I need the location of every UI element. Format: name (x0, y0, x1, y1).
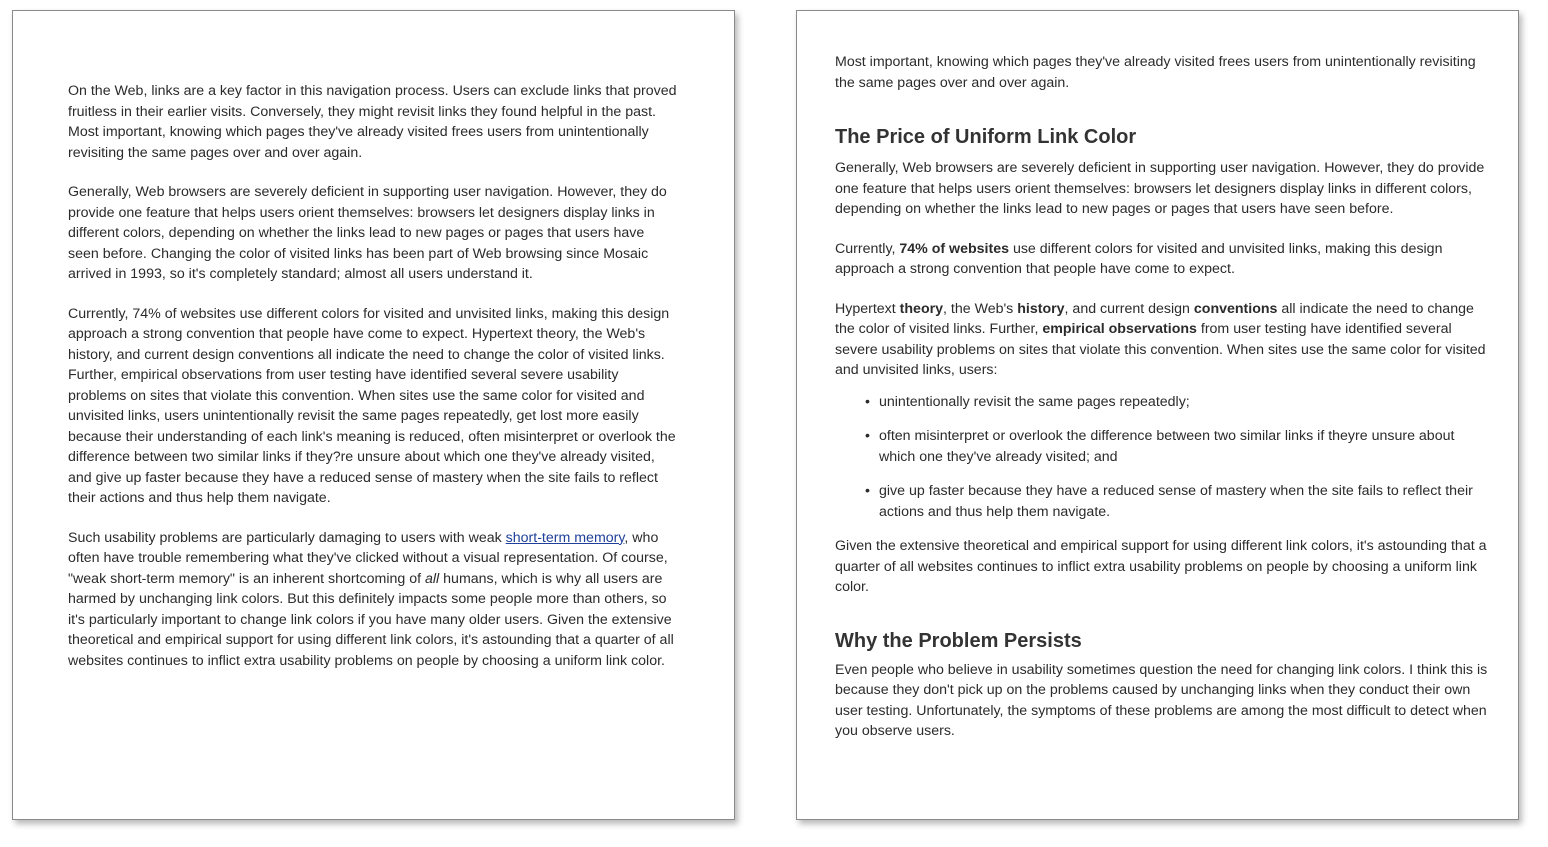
paragraph: Generally, Web browsers are severely deficient in supporting user navigation. However, they do provide one feature that helps users orient themselves: browsers let designers display links in different colors, depending on whether the links lead to new pages or pages that users have seen before. Changing the color of visited links has been part of Web browsing since Mosaic arrived in 1993, so it's completely standard; almost all users understand it. (68, 184, 667, 282)
paragraph-with-link (68, 528, 678, 672)
bullet-list (835, 392, 1491, 523)
text-run: , who often have trouble remembering what they've clicked without a visual representation. Of course, "weak short-term memory" is an inherent shortcoming of (68, 529, 668, 587)
page-after (796, 10, 1519, 820)
bold-keyword: empirical observations (1042, 321, 1197, 337)
bold-keyword: 74% of websites (899, 240, 1009, 257)
paragraph: Currently, 74% of websites use different colors for visited and unvisited links, making this design approach a strong convention that people have come to expect. Hypertext theory, the Web's history, and current design conventions all indicate the need to change the color of visited links. Further, empirical observations from user testing have identified several severe usability problems on sites that violate this convention. When sites use the same color for visited and unvisited links, users unintentionally revisit the same pages repeatedly, get lost more easily because their understanding of each link's meaning is reduced, often misinterpret or overlook the difference between two similar links if they?re unsure about which one they've already visited, and give up faster because they have a reduced sense of mastery when the site fails to reflect their actions and thus help them navigate. (68, 305, 676, 506)
paragraph: Even people who believe in usability sometimes question the need for changing link colors. I think this is because they don't pick up on the problems caused by unchanging links when they conduct their own user testing. Unfortunately, the symptoms of these problems are among the most difficult to detect when you observe users. (835, 661, 1488, 739)
paragraph: On the Web, links are a key factor in this navigation process. Users can exclude links that proved fruitless in their earlier visits. Conversely, they might revisit links they found helpful in the past. Most important, knowing which pages they've already visited frees users from unintentionally revisiting the same pages over and over again. (68, 83, 677, 161)
list-item-text: give up faster because they have a reduced sense of mastery when the site fails to reflect their actions and thus help them navigate. (879, 483, 1473, 520)
list-item (865, 481, 1491, 522)
page-before-content (68, 81, 678, 671)
list-item-text: often misinterpret or overlook the difference between two similar links if theyre unsure about which one they've already visited; and (879, 428, 1455, 465)
page-before (12, 10, 735, 820)
text-run: Currently, (835, 240, 900, 257)
list-item (865, 392, 1491, 413)
list-item-text: unintentionally revisit the same pages repeatedly; (879, 393, 1190, 410)
text-run: Hypertext (835, 300, 900, 317)
text-run: all indicate the need to change the color of visited links. Further, (835, 300, 1474, 337)
text-run: Such usability problems are particularly damaging to users with weak (68, 529, 506, 546)
heading-why-the-problem-persists: Why the Problem Persists (835, 629, 1082, 652)
bullet-icon: • (865, 393, 870, 410)
text-run: use different colors for visited and unvisited links, making this design approach a strong convention that people have come to expect. (835, 240, 1443, 277)
intro-paragraph: Most important, knowing which pages they've already visited frees users from unintentionally revisiting the same pages over and over again. (835, 54, 1476, 91)
heading-price-of-uniform-link-color: The Price of Uniform Link Color (835, 126, 1137, 148)
text-run: , the Web's (943, 300, 1018, 317)
bold-keyword: history (1017, 300, 1065, 317)
bold-keyword: theory (899, 300, 944, 317)
italic-emphasis: all (425, 570, 440, 587)
text-run: from user testing have identified several severe usability problems on sites that violate this convention. When sites use the same color for visited and unvisited links, users: (835, 321, 1486, 378)
paragraph (835, 239, 1491, 280)
bullet-icon: • (865, 428, 870, 444)
bullet-icon: • (865, 483, 870, 499)
bold-keyword: conventions (1193, 300, 1278, 317)
paragraph: Generally, Web browsers are severely deficient in supporting user navigation. However, they do provide one feature that helps users orient themselves: browsers let designers display links in different colors, depending on whether the links lead to new pages or pages that users have seen before. (835, 160, 1485, 217)
text-run: humans, which is why all users are harmed by unchanging link colors. But this definitely impacts some people more than others, so it's particularly important to change link colors if you have many older users. Given the extensive theoretical and empirical support for using different link colors, it's astounding that a quarter of all websites continues to inflict extra usability problems on people by choosing a uniform link color. (68, 570, 674, 669)
paragraph: Given the extensive theoretical and empirical support for using different link colors, it's astounding that a quarter of all websites continues to inflict extra usability problems on people by choosing a uniform link color. (835, 538, 1487, 595)
list-item (865, 426, 1491, 467)
page-after-content (835, 52, 1491, 742)
short-term-memory-link[interactable]: short-term memory (505, 529, 625, 546)
paragraph (835, 299, 1491, 381)
text-run: , and current design (1064, 300, 1194, 317)
